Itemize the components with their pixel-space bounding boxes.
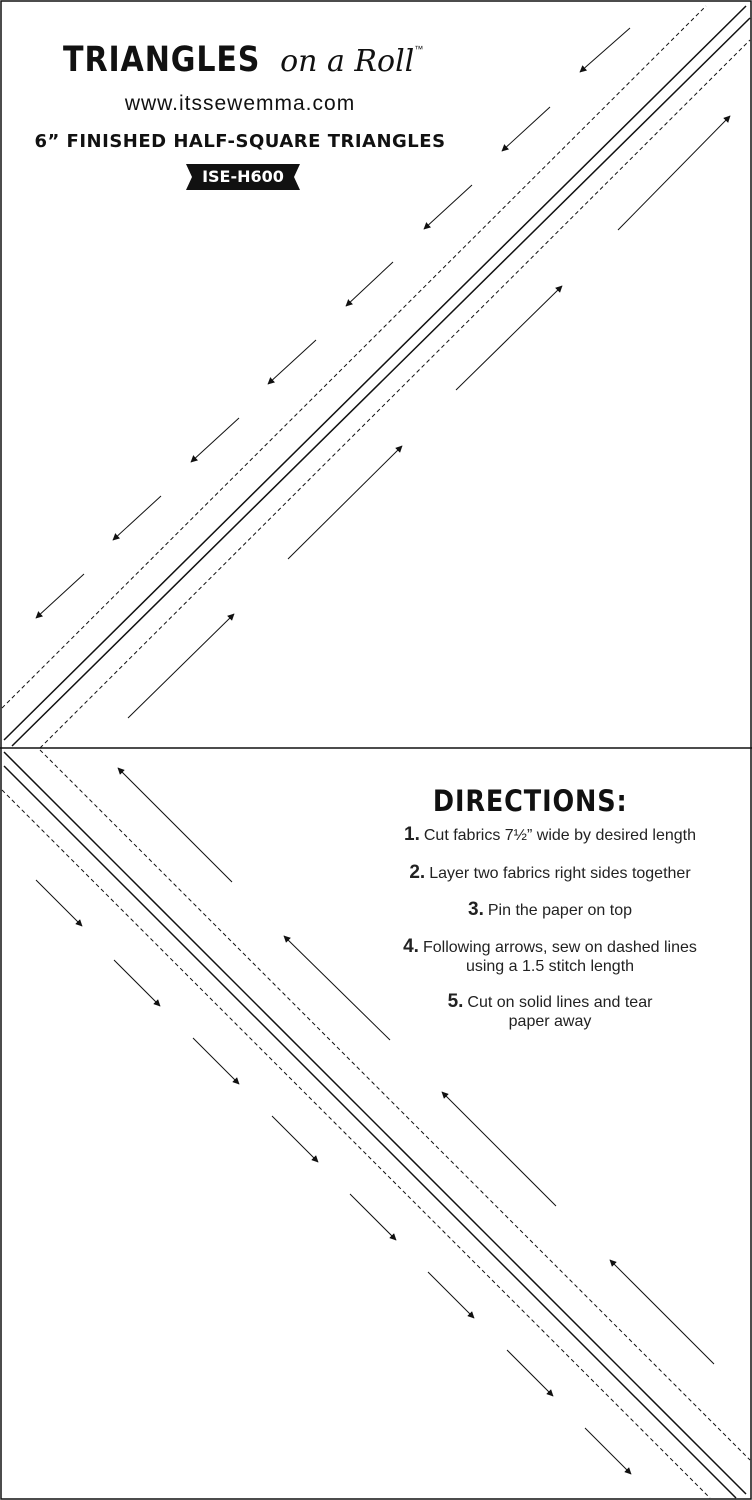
direction-step-1 xyxy=(360,825,740,845)
arrow xyxy=(113,496,161,540)
step-text-continued: using a 1.5 stitch length xyxy=(465,958,635,975)
arrow xyxy=(268,340,316,384)
product-code-badge xyxy=(186,164,300,190)
arrow xyxy=(191,418,239,462)
arrow xyxy=(610,1260,714,1364)
arrow xyxy=(428,1272,474,1318)
brand-main: TRIANGLES xyxy=(62,40,261,80)
arrow xyxy=(288,446,402,559)
step-text: Cut on solid lines and tear xyxy=(467,994,653,1011)
step-number: 4. xyxy=(403,936,419,957)
arrow xyxy=(456,286,562,390)
top-cut-line-2 xyxy=(12,18,750,746)
step-text: Layer two fabrics right sides together xyxy=(429,865,691,882)
arrow xyxy=(128,614,234,718)
arrow xyxy=(502,107,550,151)
step-number: 2. xyxy=(409,862,426,883)
top-sew-lines xyxy=(2,6,750,748)
arrow xyxy=(507,1350,553,1396)
directions-heading: DIRECTIONS: xyxy=(432,784,628,818)
bottom-arrows-left xyxy=(118,768,714,1364)
arrow xyxy=(36,880,82,926)
arrow xyxy=(272,1116,318,1162)
arrow xyxy=(580,28,630,72)
direction-step-3 xyxy=(360,900,740,920)
sheet-border xyxy=(1,1,751,1499)
product-subtitle: 6” FINISHED HALF-SQUARE TRIANGLES xyxy=(34,131,446,152)
direction-step-2 xyxy=(360,863,740,883)
step-number: 5. xyxy=(447,991,464,1012)
bottom-sew-line-2 xyxy=(2,790,710,1498)
product-code: ISE-H600 xyxy=(202,167,284,186)
arrow xyxy=(36,574,84,618)
arrow xyxy=(442,1092,556,1206)
top-arrows-left xyxy=(36,28,630,618)
arrow xyxy=(350,1194,396,1240)
top-arrows-right xyxy=(128,116,730,718)
direction-step-4 xyxy=(360,937,740,976)
trademark-symbol: ™ xyxy=(414,44,424,54)
arrow xyxy=(424,185,472,229)
step-text: Following arrows, sew on dashed lines xyxy=(422,939,697,956)
arrow xyxy=(193,1038,239,1084)
direction-step-5 xyxy=(360,992,740,1031)
arrow xyxy=(618,116,730,230)
step-text-continued: paper away xyxy=(508,1013,592,1030)
top-cut-line-1 xyxy=(4,6,746,740)
arrow xyxy=(114,960,160,1006)
brand-title xyxy=(0,40,470,80)
website-url: www.itssewemma.com xyxy=(124,92,356,115)
brand-script: on a Roll xyxy=(280,44,415,79)
step-number: 3. xyxy=(468,899,484,920)
step-number: 1. xyxy=(404,824,420,845)
arrow xyxy=(346,262,393,306)
arrow xyxy=(118,768,232,882)
step-text: Cut fabrics 7½” wide by desired length xyxy=(423,827,696,844)
bottom-sew-line-1 xyxy=(40,750,750,1460)
step-text: Pin the paper on top xyxy=(487,902,632,919)
arrow xyxy=(585,1428,631,1474)
top-cut-lines xyxy=(4,6,750,746)
